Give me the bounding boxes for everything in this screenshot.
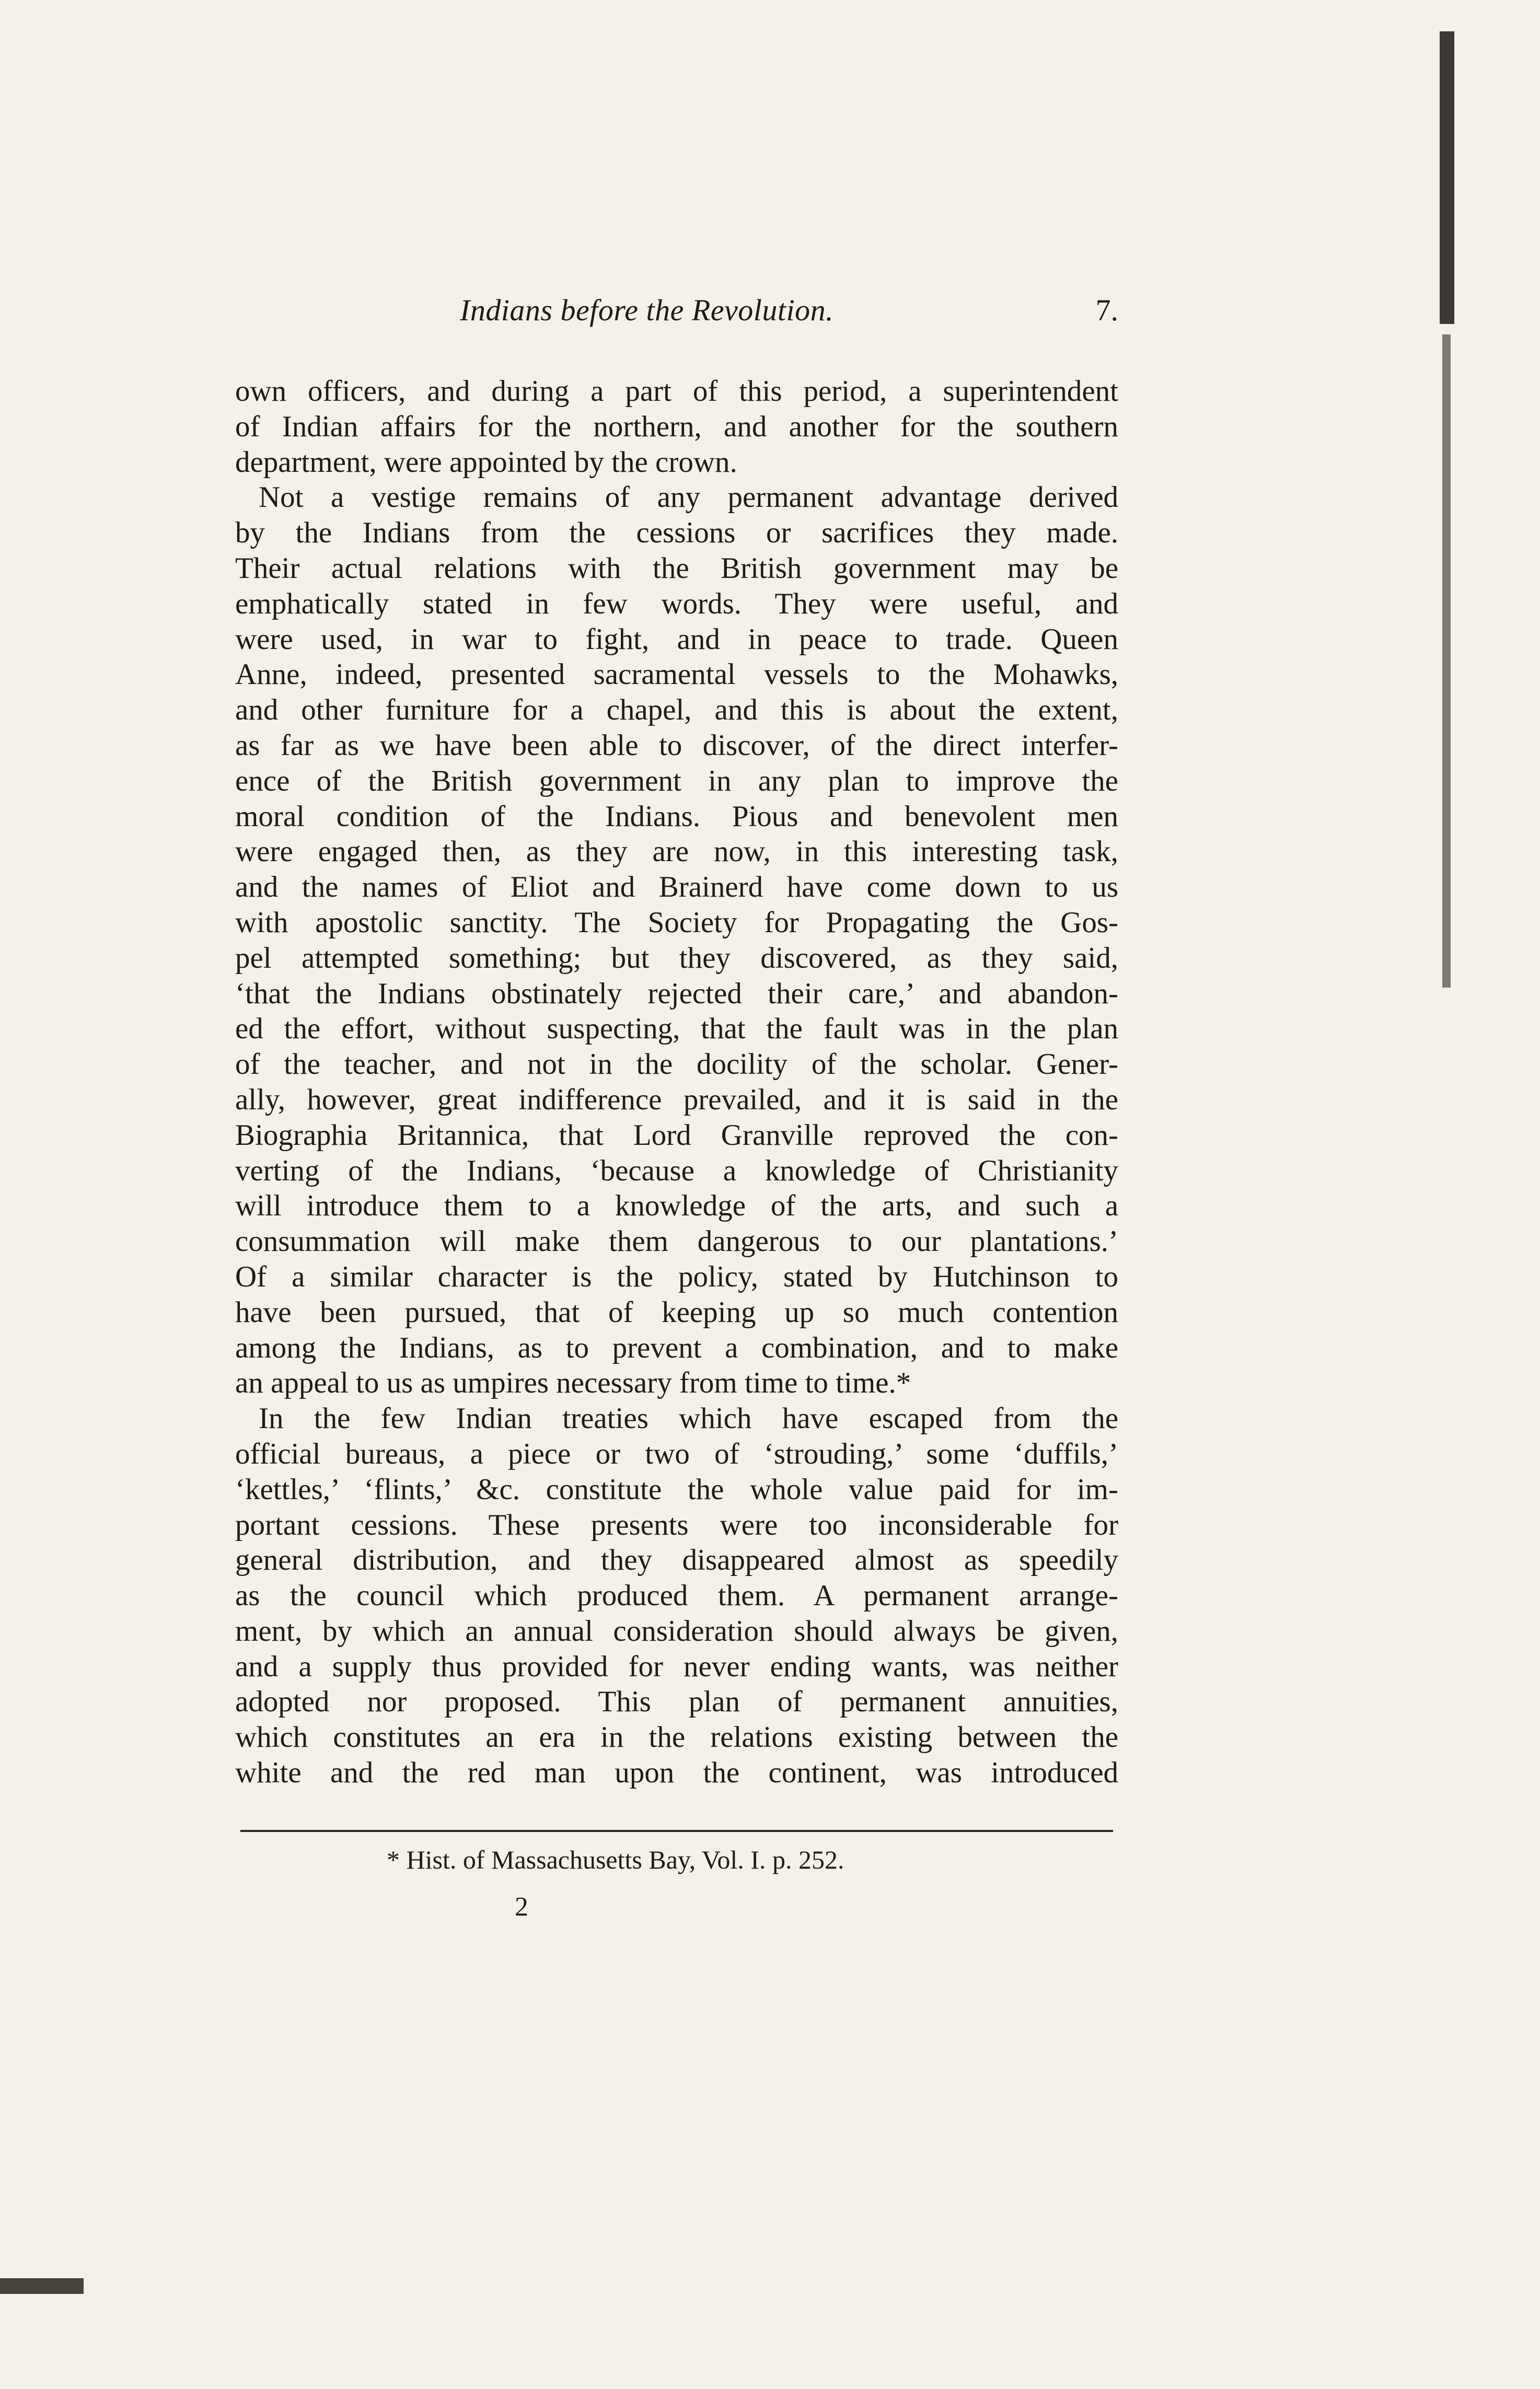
scan-edge-shadow-bottom-left (0, 2278, 84, 2294)
text-line: white and the red man upon the continent, was introduced (235, 1756, 1118, 1790)
text-line: official bureaus, a piece or two of ‘strouding,’ some ‘duffils,’ (235, 1437, 1118, 1470)
footnote-rule (240, 1830, 1113, 1832)
text-line: and a supply thus provided for never ending wants, was neither (235, 1650, 1118, 1683)
text-line: of Indian affairs for the northern, and another for the southern (235, 410, 1118, 443)
text-line: will introduce them to a knowledge of the arts, and such a (235, 1189, 1118, 1223)
running-header (235, 293, 1118, 340)
text-line: general distribution, and they disappeared almost as speedily (235, 1544, 1118, 1577)
text-line: pel attempted something; but they discovered, as they said, (235, 941, 1118, 975)
text-line: Biographia Britannica, that Lord Granville reproved the con- (235, 1118, 1118, 1152)
text-line: ‘kettles,’ ‘flints,’ &c. constitute the whole value paid for im- (235, 1472, 1118, 1506)
text-line: portant cessions. These presents were too inconsiderable for (235, 1508, 1118, 1541)
text-line: and the names of Eliot and Brainerd have come down to us (235, 871, 1118, 904)
page-number: 7. (1095, 293, 1118, 327)
text-line: ment, by which an annual consideration should always be given, (235, 1614, 1118, 1648)
text-line: department, were appointed by the crown. (235, 445, 737, 479)
text-line: ‘that the Indians obstinately rejected their care,’ and abandon- (235, 977, 1118, 1010)
text-line: verting of the Indians, ‘because a knowledge of Christianity (235, 1154, 1118, 1187)
text-line: among the Indians, as to prevent a combination, and to make (235, 1331, 1118, 1364)
text-line: moral condition of the Indians. Pious and benevolent men (235, 799, 1118, 833)
footnote: * Hist. of Massachusetts Bay, Vol. I. p. 252. (387, 1845, 844, 1874)
text-line: which constitutes an era in the relations existing between the (235, 1721, 1118, 1754)
signature-mark: 2 (515, 1892, 528, 1922)
scan-edge-shadow-right-2 (1442, 334, 1451, 988)
text-line: ence of the British government in any plan to improve the (235, 764, 1118, 797)
scan-edge-shadow-right (1440, 31, 1454, 324)
running-title: Indians before the Revolution. (460, 293, 834, 327)
text-line: emphatically stated in few words. They were useful, and (235, 587, 1118, 620)
text-line: ally, however, great indifference prevailed, and it is said in the (235, 1083, 1118, 1116)
text-line: consummation will make them dangerous to our plantations.’ (235, 1225, 1118, 1258)
text-line: Not a vestige remains of any permanent advantage derived (259, 481, 1118, 514)
text-line: ed the effort, without suspecting, that the fault was in the plan (235, 1012, 1118, 1046)
text-line: Anne, indeed, presented sacramental vessels to the Mohawks, (235, 658, 1118, 691)
text-line: Their actual relations with the British government may be (235, 551, 1118, 585)
text-line: and other furniture for a chapel, and this is about the extent, (235, 693, 1118, 727)
text-line: with apostolic sanctity. The Society for Propagating the Gos- (235, 906, 1118, 939)
text-line: of the teacher, and not in the docility of the scholar. Gener- (235, 1048, 1118, 1081)
text-line: as the council which produced them. A permanent arrange- (235, 1579, 1118, 1613)
text-line: Of a similar character is the policy, stated by Hutchinson to (235, 1260, 1118, 1293)
text-line: have been pursued, that of keeping up so much contention (235, 1295, 1118, 1329)
text-line: own officers, and during a part of this period, a superintendent (235, 375, 1118, 408)
text-line: In the few Indian treaties which have escaped from the (259, 1402, 1118, 1435)
body-text (235, 374, 1118, 1791)
text-line: an appeal to us as umpires necessary from time to time.* (235, 1366, 911, 1400)
text-line: adopted nor proposed. This plan of permanent annuities, (235, 1685, 1118, 1719)
text-line: by the Indians from the cessions or sacrifices they made. (235, 516, 1118, 550)
text-line: were used, in war to fight, and in peace to trade. Queen (235, 622, 1118, 656)
text-line: as far as we have been able to discover, of the direct interfer- (235, 728, 1118, 762)
text-line: were engaged then, as they are now, in this interesting task, (235, 835, 1118, 868)
